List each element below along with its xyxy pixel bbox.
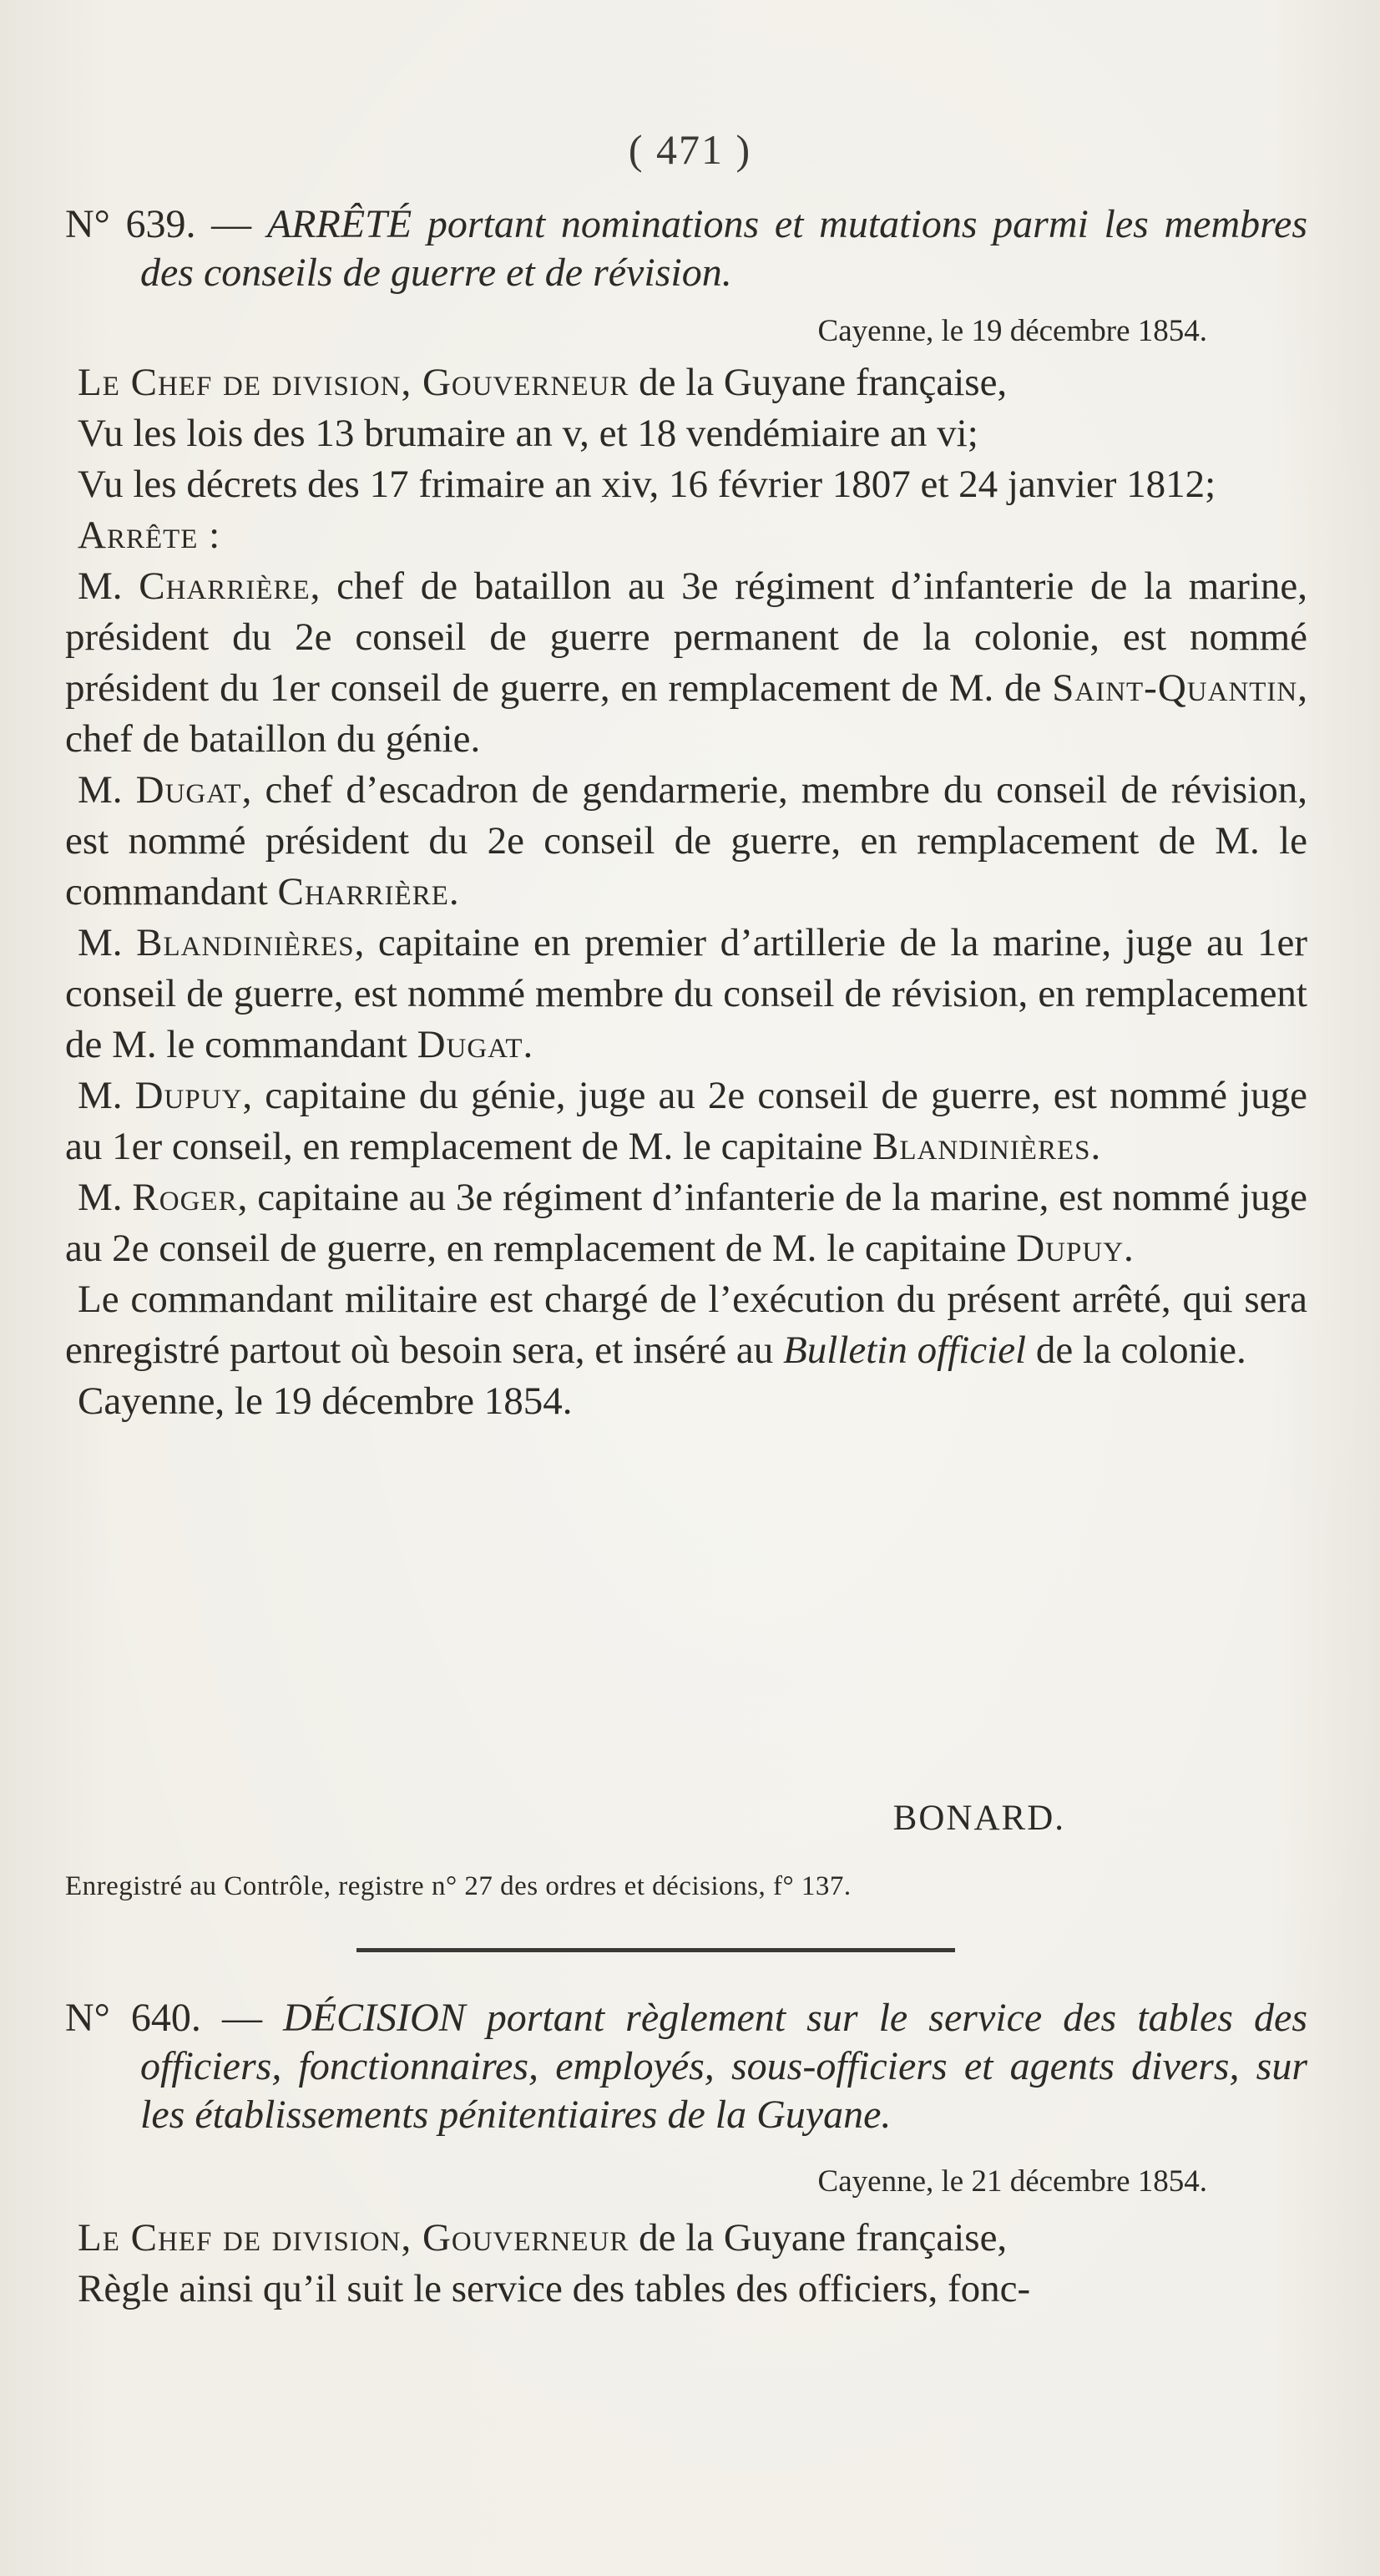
decision-640-body bbox=[65, 2213, 1307, 2315]
registration-note: Enregistré au Contrôle, registre n° 27 des ordres et décisions, f° 137. bbox=[65, 1871, 852, 1901]
p1-c: , chef de bataillon du génie. bbox=[65, 666, 1307, 761]
paragraph-dupuy bbox=[65, 1070, 1307, 1172]
decree-639-title bbox=[65, 200, 1307, 297]
preamble-arrete: Arrête : bbox=[78, 514, 221, 557]
decree-639-dateline-wrap bbox=[65, 311, 1307, 352]
preamble-vu-lois: Vu les lois des 13 brumaire an v, et 18 vendémiaire an vi; bbox=[78, 412, 978, 455]
paragraph-roger bbox=[65, 1172, 1307, 1274]
preamble-chef-rest: de la Guyane française, bbox=[629, 361, 1008, 404]
p6-b: de la colonie. bbox=[1026, 1328, 1246, 1372]
page-number: ( 471 ) bbox=[628, 126, 752, 173]
p2-b: , chef d’escadron de gendarmerie, membre du conseil de révision, est nommé président du 2e conseil de guerre, en remplacement de M. le commandant bbox=[65, 768, 1307, 913]
decree-639-body bbox=[65, 357, 1307, 1427]
decree-639-title-b: portant nominations et mutations parmi les membres des conseils de guerre et de révision. bbox=[140, 202, 1308, 295]
decision-chef-rest: de la Guyane française, bbox=[629, 2216, 1008, 2260]
p2-name: Dugat bbox=[135, 768, 242, 812]
p6-a: Le commandant militaire est chargé de l’exécution du présent arrêté, qui sera enregistré partout où besoin sera, et inséré au bbox=[65, 1278, 1307, 1372]
decision-preamble-chef bbox=[65, 2213, 1307, 2264]
paragraph-execution bbox=[65, 1274, 1307, 1376]
decree-639-number: N° 639. — bbox=[65, 202, 252, 246]
decision-regle: Règle ainsi qu’il suit le service des tables des officiers, fonc- bbox=[78, 2267, 1031, 2310]
p5-name: Roger bbox=[132, 1176, 238, 1219]
decision-640-title bbox=[65, 1994, 1307, 2139]
p5-a: M. bbox=[78, 1176, 133, 1219]
decision-640-dateline: Cayenne, le 21 décembre 1854. bbox=[817, 2164, 1207, 2199]
p2-a: M. bbox=[78, 768, 136, 812]
decision-640-title-b: portant règlement sur le service des tables des officiers, fonctionnaires, employés, sous-officiers et agents divers, sur les établissements pénitentiaires de la Guyane. bbox=[140, 1996, 1308, 2137]
p3-c: . bbox=[523, 1023, 533, 1066]
p5-c: . bbox=[1124, 1227, 1134, 1270]
p5-b: , capitaine au 3e régiment d’infanterie de la marine, est nommé juge au 2e conseil de guerre, en remplacement de M. le capitaine bbox=[65, 1176, 1307, 1270]
paragraph-blandinieres bbox=[65, 918, 1307, 1070]
p4-c: . bbox=[1090, 1125, 1101, 1168]
signature-bonard: BONARD. bbox=[892, 1799, 1065, 1838]
p1-name: Charrière bbox=[139, 564, 311, 608]
decision-640-number: N° 640. — bbox=[65, 1996, 262, 2040]
decision-640-title-a: DÉCISION bbox=[283, 1996, 466, 2040]
p3-a: M. bbox=[78, 921, 137, 964]
p4-name: Dupuy bbox=[134, 1074, 243, 1117]
p3-name: Blandinières bbox=[136, 921, 355, 964]
paragraph-dugat bbox=[65, 765, 1307, 918]
closing-date: Cayenne, le 19 décembre 1854. bbox=[78, 1379, 573, 1423]
decree-639 bbox=[65, 200, 1307, 297]
paragraph-charriere bbox=[65, 561, 1307, 765]
p4-name2: Blandinières bbox=[872, 1125, 1091, 1168]
decision-640 bbox=[65, 1994, 1307, 2139]
section-divider bbox=[356, 1948, 955, 1952]
preamble-chef bbox=[65, 357, 1307, 408]
p4-b: , capitaine du génie, juge au 2e conseil de guerre, est nommé juge au 1er conseil, en remplacement de M. le capitaine bbox=[65, 1074, 1307, 1168]
decree-639-dateline: Cayenne, le 19 décembre 1854. bbox=[817, 314, 1207, 348]
registration-wrap bbox=[65, 1867, 1307, 1905]
preamble-chef-title: Le Chef de division, Gouverneur bbox=[78, 361, 629, 404]
decision-640-dateline-wrap bbox=[65, 2161, 1307, 2203]
p5-name2: Dupuy bbox=[1016, 1227, 1125, 1270]
p1-name2: Saint-Quantin bbox=[1052, 666, 1298, 710]
p2-c: . bbox=[448, 870, 459, 913]
p1-b: , chef de bataillon au 3e régiment d’infanterie de la marine, président du 2e conseil de guerre permanent de la colonie, est nommé président du 1er conseil de guerre, en remplacement de M. de bbox=[65, 564, 1308, 710]
preamble-vu-decrets: Vu les décrets des 17 frimaire an xiv, 16 février 1807 et 24 janvier 1812; bbox=[78, 463, 1216, 506]
p3-b: , capitaine en premier d’artillerie de la marine, juge au 1er conseil de guerre, est nommé membre du conseil de révision, en remplacement de M. le commandant bbox=[65, 921, 1307, 1066]
signature-wrap bbox=[65, 1795, 1307, 1842]
p2-name2: Charrière bbox=[277, 870, 449, 913]
decree-639-title-a: ARRÊTÉ bbox=[266, 202, 412, 246]
p1-a: M. bbox=[78, 564, 139, 608]
p3-name2: Dugat bbox=[417, 1023, 523, 1066]
decision-chef-title: Le Chef de division, Gouverneur bbox=[78, 2216, 629, 2260]
p4-a: M. bbox=[78, 1074, 135, 1117]
bulletin-officiel: Bulletin officiel bbox=[783, 1328, 1027, 1372]
